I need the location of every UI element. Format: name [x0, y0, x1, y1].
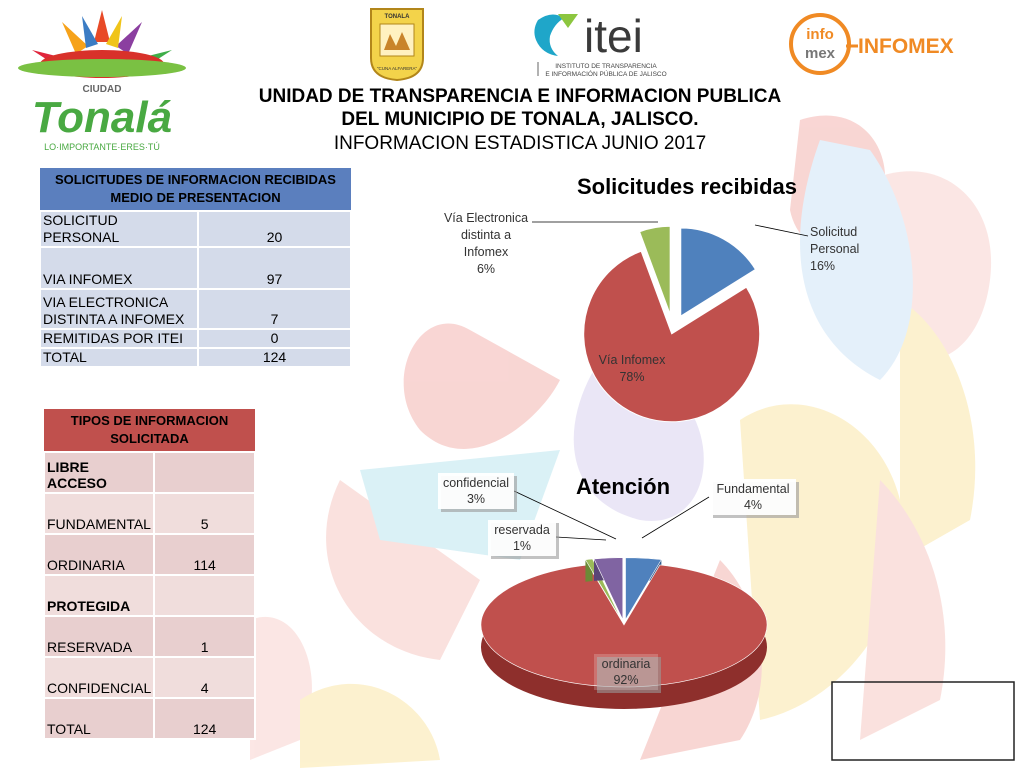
table1-row-value: 7 [198, 289, 351, 329]
infomex-logo [788, 12, 982, 76]
infomex-logo-mex: mex [804, 45, 836, 62]
chart2-title: Atención [575, 474, 671, 499]
pie-label-via-electronica-distinta-a-infomex: Vía Electronica distinta a Infomex 6% [443, 211, 529, 276]
table1-row-value: 97 [198, 247, 351, 289]
itei-subtitle-1: INSTITUTO DE TRANSPARENCIA [555, 63, 657, 70]
tonala-logo-slogan: LO·IMPORTANTE·ERES·TÚ [44, 142, 160, 152]
shield-top-text: TONALA [384, 14, 410, 20]
table2-row-label: ORDINARIA [44, 534, 154, 575]
itei-subtitle-2: E INFORMACIÓN PÚBLICA DE JALISCO [545, 71, 667, 78]
header-title-line-1: UNIDAD DE TRANSPARENCIA E INFORMACION PUBLICA [258, 86, 782, 107]
itei-logo [528, 6, 670, 80]
pie-label-reservada: reservada 1% [494, 523, 550, 553]
requests-received-table [39, 168, 352, 368]
infomex-circle-icon [791, 15, 849, 73]
tonala-city-logo [2, 2, 202, 154]
table2-row-value [154, 575, 255, 616]
pie-label-via-infomex: Vía Infomex 78% [598, 353, 666, 384]
table1-row-label: TOTAL [40, 348, 198, 367]
table2-row-value: 1 [154, 616, 255, 657]
table2-row-label: LIBRE ACCESO [44, 452, 154, 493]
tonala-logo-top-text: CIUDAD [82, 84, 122, 95]
table1-row-value: 124 [198, 348, 351, 367]
information-types-table [43, 409, 256, 740]
table2-row-value: 124 [154, 698, 255, 739]
leader-line [642, 497, 709, 538]
table2-header: TIPOS DE INFORMACION SOLICITADA [44, 409, 255, 452]
table2-row-value: 5 [154, 493, 255, 534]
table2-row-label: FUNDAMENTAL [44, 493, 154, 534]
table2-row-label: RESERVADA [44, 616, 154, 657]
pie-label-ordinaria: ordinaria 92% [601, 657, 651, 687]
table1-row-label: SOLICITUD PERSONAL [40, 211, 198, 247]
municipal-shield-logo [368, 6, 426, 82]
table2-row-label: CONFIDENCIAL [44, 657, 154, 698]
table1-row-label: VIA ELECTRONICA DISTINTA A INFOMEX [40, 289, 198, 329]
table1-header: SOLICITUDES DE INFORMACION RECIBIDAS MEDIO DE PRESENTACION [40, 168, 351, 211]
table1-row-label: REMITIDAS POR ITEI [40, 329, 198, 348]
leader-line [755, 225, 808, 236]
table2-row-value: 4 [154, 657, 255, 698]
table1-row-label: VIA INFOMEX [40, 247, 198, 289]
chart1-title: Solicitudes recibidas [576, 174, 798, 199]
itei-name: itei [584, 10, 643, 62]
pie-label-confidencial: confidencial 3% [442, 476, 510, 506]
pie-label-fundamental: Fundamental 4% [716, 482, 790, 512]
shield-bottom-text: "CUNA ALFARERA" [376, 66, 418, 71]
table2-row-value: 114 [154, 534, 255, 575]
table1-row-value: 0 [198, 329, 351, 348]
itei-swirl-icon [534, 14, 564, 56]
header-title-line-2: DEL MUNICIPIO DE TONALA, JALISCO. [341, 109, 699, 130]
pie-label-solicitud-personal: Solicitud Personal 16% [810, 225, 860, 273]
infomex-wordmark: INFOMEX [858, 35, 954, 58]
table1-row-value: 20 [198, 211, 351, 247]
table2-row-label: TOTAL [44, 698, 154, 739]
table2-row-label: PROTEGIDA [44, 575, 154, 616]
attention-pie-chart [420, 465, 840, 735]
tonala-logo-main-text: Tonalá [31, 93, 173, 142]
infomex-logo-info: info [806, 26, 834, 43]
header-title-line-3: INFORMACION ESTADISTICA JUNIO 2017 [333, 133, 707, 154]
leader-line [556, 537, 606, 540]
sun-rays-icon [18, 10, 186, 78]
table2-row-value [154, 452, 255, 493]
requests-pie-chart [400, 160, 860, 430]
